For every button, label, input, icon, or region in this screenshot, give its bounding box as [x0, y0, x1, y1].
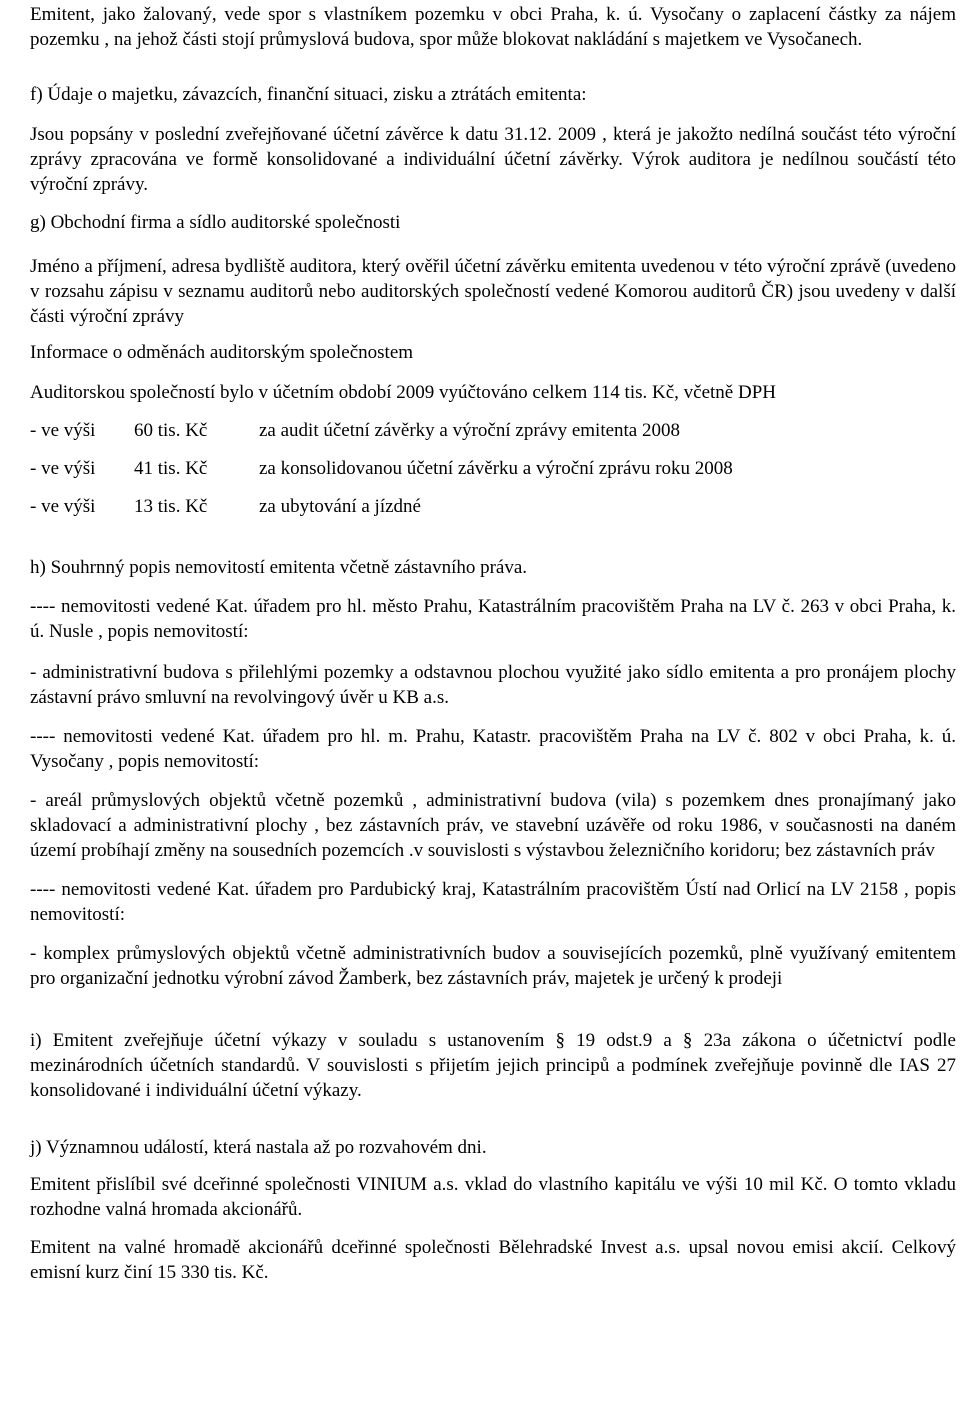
auditor-fees-heading: Informace o odměnách auditorským společnostem [30, 342, 414, 363]
fee-row [30, 418, 956, 443]
fee-row [30, 494, 956, 519]
document-page [30, 0, 956, 1285]
section-j-belehradske: Emitent na valné hromadě akcionářů dceřinné společnosti Bělehradské Invest a.s. upsal novou emisi akcií. Celkový emisní kurz činí 15 330 tis. Kč. [30, 1237, 956, 1283]
fee-prefix: - ve výši [30, 420, 96, 441]
section-f-body: Jsou popsány v poslední zveřejňované účetní závěrce k datu 31.12. 2009 , která je jakožto nedílná součást této výroční zprávy zpracována ve formě konsolidované a individuální účetní závěrky. Výrok auditora je nedílnou součástí této výroční zprávy. [30, 124, 956, 195]
fee-amount: 41 tis. Kč [134, 458, 208, 479]
auditor-fees-total: Auditorskou společností bylo v účetním období 2009 vyúčtováno celkem 114 tis. Kč, včetně DPH [30, 382, 776, 403]
paragraph-litigation: Emitent, jako žalovaný, vede spor s vlastníkem pozemku v obci Praha, k. ú. Vysočany o zaplacení částky za nájem pozemku , na jehož části stojí průmyslová budova, spor může blokovat nakládání s majetkem ve Vysočanech. [30, 4, 956, 50]
property-prague-nusle: ---- nemovitosti vedené Kat. úřadem pro hl. město Prahu, Katastrálním pracovištěm Praha na LV č. 263 v obci Praha, k. ú. Nusle , popis nemovitostí: [30, 596, 956, 642]
fee-row [30, 456, 956, 481]
section-f-heading: f) Údaje o majetku, závazcích, finanční situaci, zisku a ztrátách emitenta: [30, 84, 587, 105]
fee-prefix: - ve výši [30, 458, 96, 479]
section-g-body: Jméno a příjmení, adresa bydliště auditora, který ověřil účetní závěrku emitenta uvedenou v této výroční zprávě (uvedeno v rozsahu zápisu v seznamu auditorů nebo auditorských společností vedené Komorou auditorů ČR) jsou uvedeny v další části výroční zprávy [30, 256, 956, 327]
fee-amount: 13 tis. Kč [134, 496, 208, 517]
fee-amount: 60 tis. Kč [134, 420, 208, 441]
section-j-vinium: Emitent přislíbil své dceřinné společnosti VINIUM a.s. vklad do vlastního kapitálu ve výši 10 mil Kč. O tomto vkladu rozhodne valná hromada akcionářů. [30, 1174, 956, 1220]
property-prague-vysocany: ---- nemovitosti vedené Kat. úřadem pro hl. m. Prahu, Katastr. pracovištěm Praha na LV č. 802 v obci Praha, k. ú. Vysočany , popis nemovitostí: [30, 726, 956, 772]
auditor-fee-list [30, 418, 956, 519]
fee-prefix: - ve výši [30, 496, 96, 517]
fee-purpose: za ubytování a jízdné [259, 496, 421, 517]
property-prague-vysocany-desc: - areál průmyslových objektů včetně pozemků , administrativní budova (vila) s pozemkem dnes pronajímaný jako skladovací a administrativní plochy , bez zástavních práv, ve stavební uzávěře od roku 1986, v současnosti na daném území probíhají změny na sousedních pozemcích .v souvislosti s výstavbou železničního koridoru; bez zástavních práv [30, 790, 956, 861]
property-pardubice: ---- nemovitosti vedené Kat. úřadem pro Pardubický kraj, Katastrálním pracovištěm Ústí nad Orlicí na LV 2158 , popis nemovitostí: [30, 879, 956, 925]
property-pardubice-desc: - komplex průmyslových objektů včetně administrativních budov a souvisejících pozemků, plně využívaný emitentem pro organizační jednotku výrobní závod Žamberk, bez zástavních práv, majetek je určený k prodeji [30, 943, 956, 989]
fee-purpose: za konsolidovanou účetní závěrku a výroční zprávu roku 2008 [259, 458, 733, 479]
fee-purpose: za audit účetní závěrky a výroční zprávy emitenta 2008 [259, 420, 680, 441]
property-prague-nusle-desc: - administrativní budova s přilehlými pozemky a odstavnou plochou využité jako sídlo emitenta a pro pronájem plochy zástavní právo smluvní na revolvingový úvěr u KB a.s. [30, 662, 956, 708]
section-i-body: i) Emitent zveřejňuje účetní výkazy v souladu s ustanovením § 19 odst.9 a § 23a zákona o účetnictví podle mezinárodních účetních standardů. V souvislosti s přijetím jejich principů a podmínek zveřejňuje povinně dle IAS 27 konsolidované i individuální účetní výkazy. [30, 1030, 956, 1101]
section-g-heading: g) Obchodní firma a sídlo auditorské společnosti [30, 212, 401, 233]
section-j-heading: j) Významnou událostí, která nastala až po rozvahovém dni. [30, 1137, 487, 1158]
section-h-heading: h) Souhrnný popis nemovitostí emitenta včetně zástavního práva. [30, 557, 528, 578]
